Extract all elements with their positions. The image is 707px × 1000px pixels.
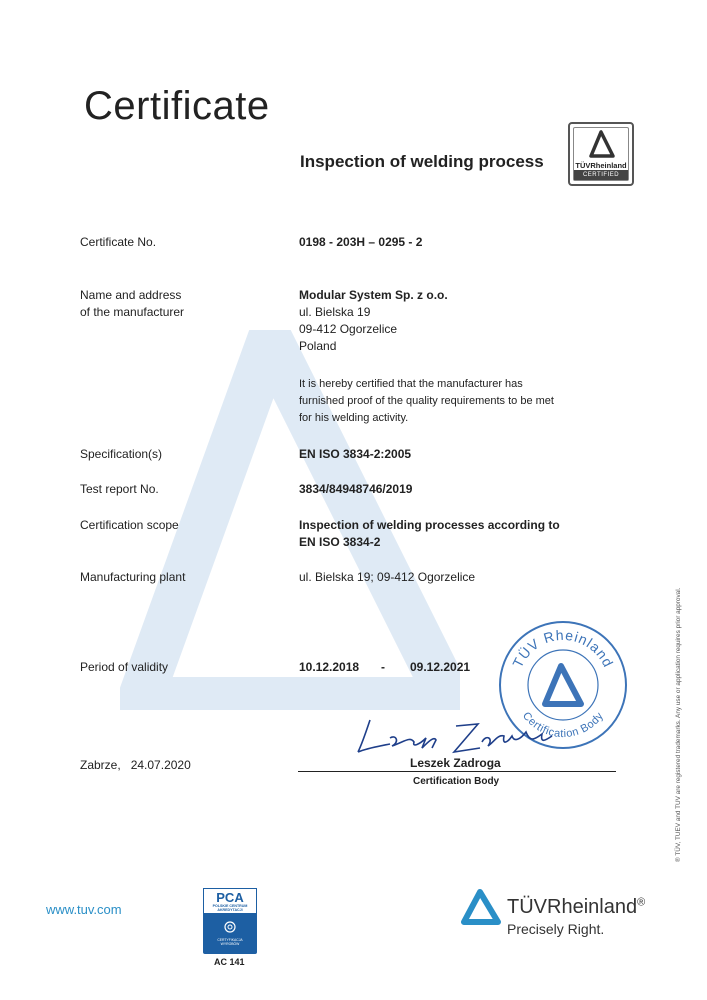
certificate-no-value: 0198 - 203H – 0295 - 2 [299, 235, 423, 249]
pca-gear-icon [222, 919, 238, 935]
place: Zabrze, [80, 758, 121, 772]
tuv-slogan: Precisely Right. [507, 921, 605, 937]
tuv-triangle-icon [461, 889, 501, 925]
tuv-brand [507, 896, 645, 919]
pca-subtitle-line2: AKREDYTACJI [217, 908, 243, 912]
scope-line1: Inspection of welding processes according to [299, 518, 560, 532]
test-report-value: 3834/84948746/2019 [299, 482, 413, 496]
page-subtitle: Inspection of welding process [300, 152, 544, 171]
trademark-note: ® TÜV, TUEV and TUV are registered trademarks. Any use or application requires prior approval. [675, 587, 682, 862]
manufacturer-label-line1: Name and address [80, 288, 182, 302]
validity-to: 09.12.2021 [410, 660, 471, 674]
tuv-brand-mark: ® [637, 896, 646, 909]
scope-label: Certification scope [80, 518, 179, 532]
manufacturer-address [299, 287, 448, 355]
validity-separator: - [381, 660, 385, 674]
scope-line2: EN ISO 3834-2 [299, 535, 381, 549]
plant-label: Manufacturing plant [80, 570, 186, 584]
pca-logo [203, 888, 257, 954]
certification-body-label: Certification Body [413, 776, 500, 787]
manufacturer-label [80, 287, 184, 321]
place-date [80, 757, 191, 774]
pca-bottom-line1: CERTYFIKACJA [217, 938, 243, 942]
stamp-top-text: TÜV Rheinland [509, 626, 617, 671]
pca-subtitle [204, 904, 256, 912]
validity-from: 10.12.2018 [299, 660, 360, 674]
pca-bottom-line2: WYROBÓW [220, 942, 240, 946]
certified-mark-label: CERTIFIED [574, 170, 628, 180]
manufacturer-street: ul. Bielska 19 [299, 305, 371, 319]
statement-line1: It is hereby certified that the manufacturer has [299, 378, 523, 390]
plant-value: ul. Bielska 19; 09-412 Ogorzelice [299, 570, 476, 584]
statement-line3: for his welding activity. [299, 412, 409, 424]
issue-date: 24.07.2020 [130, 758, 191, 772]
signer-name: Leszek Zadroga [410, 756, 501, 770]
scope-value [299, 517, 560, 551]
pca-code: AC 141 [214, 957, 245, 967]
manufacturer-city: 09-412 Ogorzelice [299, 322, 398, 336]
pca-letters: PCA [216, 890, 244, 905]
specification-label: Specification(s) [80, 447, 163, 461]
certification-statement [299, 376, 554, 427]
website-link[interactable]: www.tuv.com [46, 902, 122, 917]
tuv-triangle-icon [589, 130, 615, 158]
test-report-label: Test report No. [80, 482, 159, 496]
certified-mark [568, 122, 634, 186]
tuv-triangle-icon [545, 666, 581, 704]
pca-bottom-text [203, 938, 257, 946]
specification-value: EN ISO 3834-2:2005 [299, 447, 412, 461]
statement-line2: furnished proof of the quality requirements to be met [299, 395, 554, 407]
manufacturer-company: Modular System Sp. z o.o. [299, 288, 448, 302]
signature-line [298, 771, 616, 772]
certificate-no-label: Certificate No. [80, 235, 157, 249]
manufacturer-label-line2: of the manufacturer [80, 305, 185, 319]
certified-mark-brand: TÜVRheinland [575, 161, 627, 170]
page-title: Certificate [84, 84, 270, 128]
stamp-bottom-text: Certification Body [519, 709, 606, 741]
pca-subtitle-line1: POLSKIE CENTRUM [212, 904, 248, 908]
tuv-brand-name: TÜVRheinland [507, 896, 638, 918]
validity-label: Period of validity [80, 660, 169, 674]
manufacturer-country: Poland [299, 339, 337, 353]
